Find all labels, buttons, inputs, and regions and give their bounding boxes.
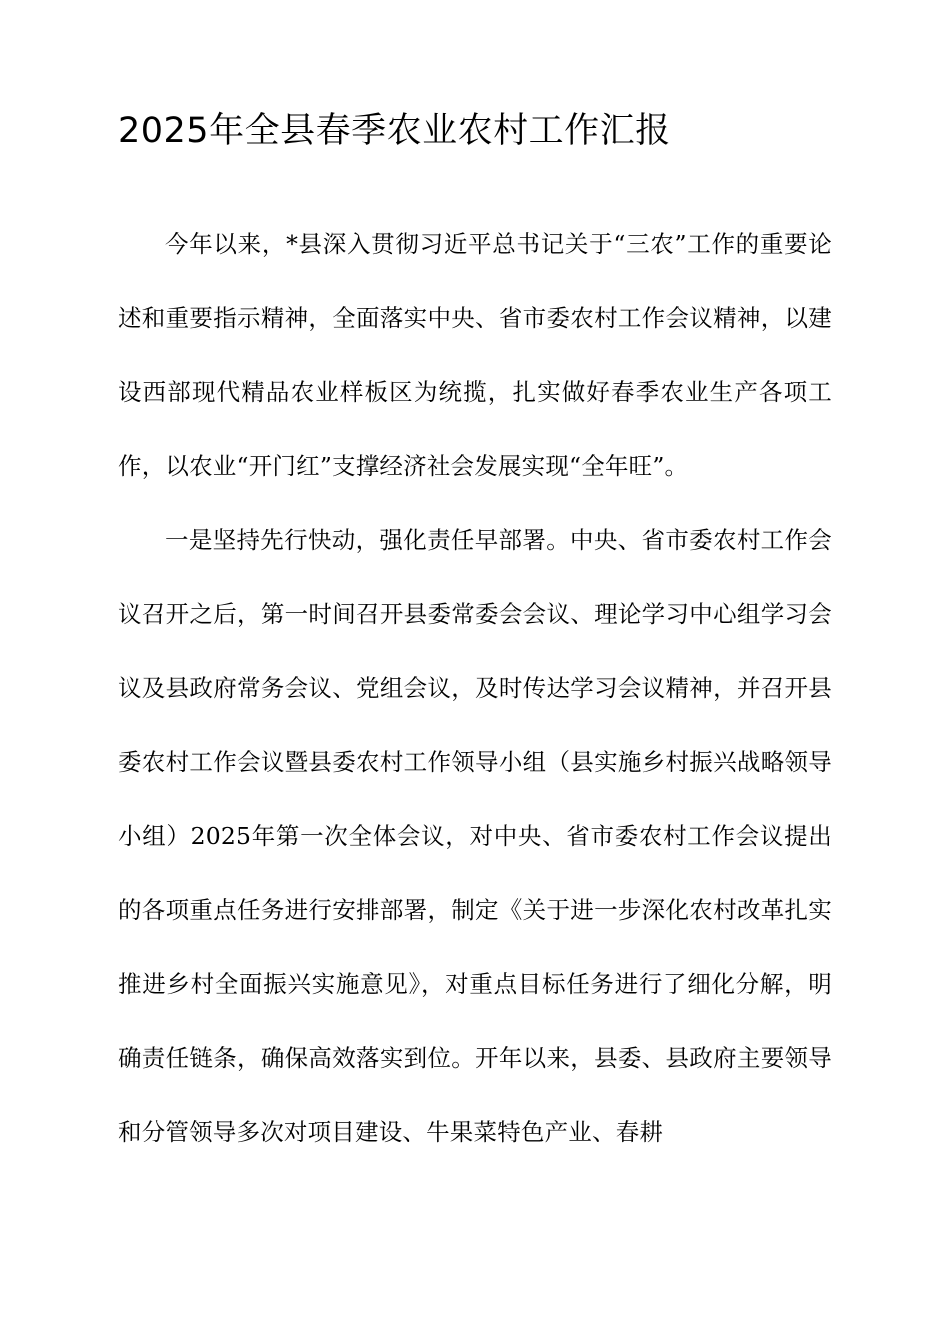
paragraph-2: 一是坚持先行快动，强化责任早部署。中央、省市委农村工作会议召开之后，第一时间召开县委常委会会议、理论学习中心组学习会议及县政府常务会议、党组会议，及时传达学习会议精神，并召开县委农村工作会议暨县委农村工作领导小组（县实施乡村振兴战略领导小组）2025年第一次全体会议，对中央、省市委农村工作会议提出的各项重点任务进行安排部署，制定《关于进一步深化农村改革扎实推进乡村全面振兴实施意见》，对重点目标任务进行了细化分解，明确责任链条，确保高效落实到位。开年以来，县委、县政府主要领导和分管领导多次对项目建设、牛果菜特色产业、春耕 <box>118 526 832 1147</box>
page-title: 2025年全县春季农业农村工作汇报 <box>118 111 671 151</box>
paragraph-1: 今年以来，*县深入贯彻习近平总书记关于“三农”工作的重要论述和重要指示精神，全面落实中央、省市委农村工作会议精神，以建设西部现代精品农业样板区为统揽，扎实做好春季农业生产各项工作，以农业“开门红”支撑经济社会发展实现“全年旺”。 <box>118 230 832 481</box>
